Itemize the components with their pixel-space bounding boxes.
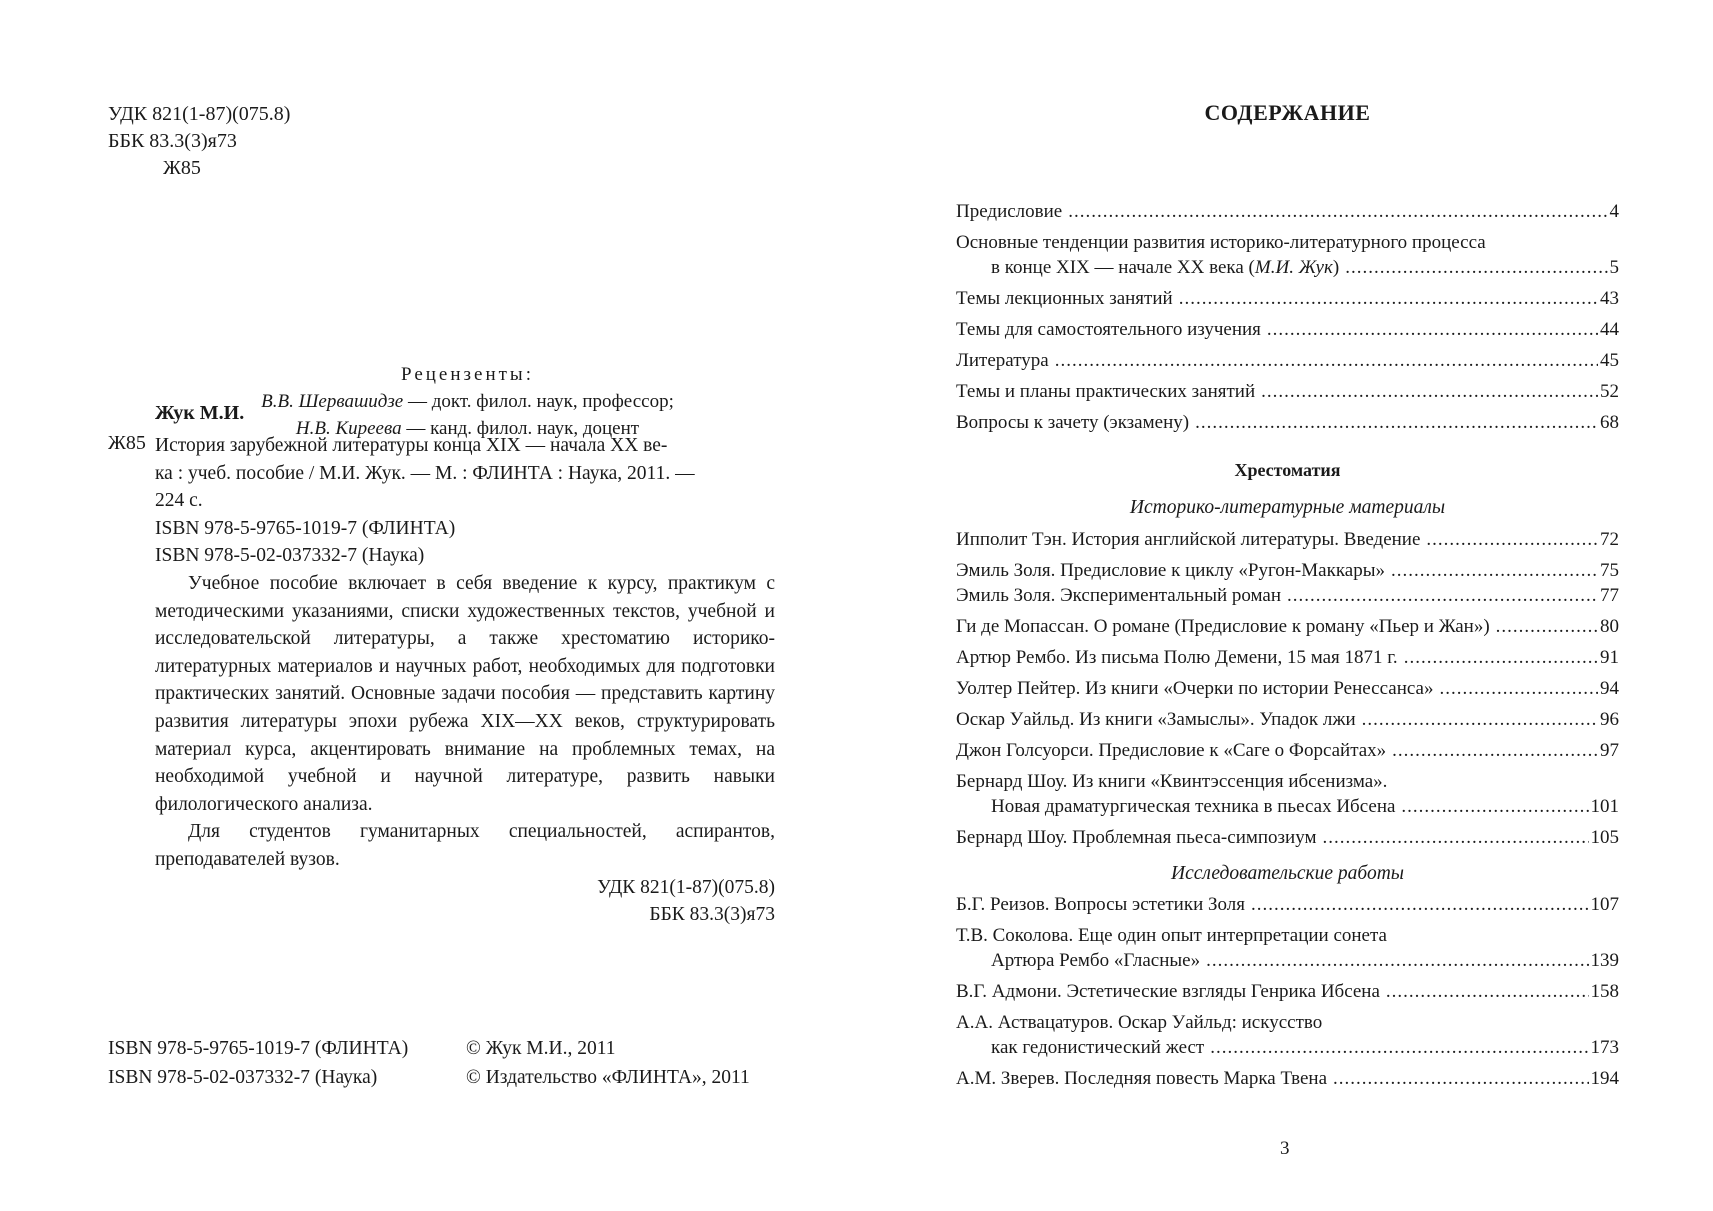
toc-row <box>956 411 1619 435</box>
toc-page: 68 <box>1600 412 1619 433</box>
toc-leader <box>1496 615 1598 639</box>
toc-leader <box>1392 739 1598 763</box>
toc-row <box>956 1067 1619 1091</box>
toc-page: 107 <box>1590 894 1619 915</box>
toc-row <box>956 584 1619 608</box>
isbn-nauka: ISBN 978-5-02-037332-7 (Наука) <box>155 545 425 567</box>
toc-page: 158 <box>1590 981 1619 1002</box>
toc-entry-title: А.М. Зверев. Последняя повесть Марка Твена <box>956 1068 1328 1089</box>
toc-entry-title: Б.Г. Реизов. Вопросы эстетики Золя <box>956 894 1245 915</box>
toc-entry-title: Литература <box>956 350 1049 371</box>
toc-leader <box>1267 318 1598 342</box>
toc-row <box>956 559 1619 583</box>
toc-leader <box>1179 287 1598 311</box>
toc-page: 105 <box>1590 827 1619 848</box>
biblio-line: ка : учеб. пособие / М.И. Жук. — М. : ФЛИНТА : Наука, 2011. — <box>155 462 695 484</box>
reviewer-role: — канд. филол. наук, доцент <box>401 418 640 439</box>
toc-row <box>956 949 1619 973</box>
reviewers-heading: Рецензенты: <box>401 364 534 385</box>
toc-page: 194 <box>1590 1068 1619 1089</box>
toc-page: 96 <box>1600 709 1619 730</box>
toc-row-line1: Бернард Шоу. Из книги «Квинтэссенция ибсенизма». <box>956 771 1388 792</box>
toc-entry-title: В.Г. Адмони. Эстетические взгляды Генрика Ибсена <box>956 981 1380 1002</box>
toc-row <box>956 528 1619 552</box>
toc-row <box>956 200 1619 224</box>
section1-heading: Историко-литературные материалы <box>1129 497 1446 518</box>
toc-leader <box>1251 893 1589 917</box>
toc-page: 173 <box>1590 1037 1619 1058</box>
toc-leader <box>1362 708 1598 732</box>
reviewer-1 <box>160 388 775 415</box>
toc-entry-text: в конце XIX — начале XX века ( <box>991 257 1255 278</box>
classification-codes <box>108 101 290 182</box>
audience-paragraph: Для студентов гуманитарных специальностей, аспирантов, преподавателей вузов. <box>155 821 775 870</box>
toc-title: СОДЕРЖАНИЕ <box>1204 100 1371 125</box>
toc-page: 75 <box>1600 560 1619 581</box>
toc-page: 77 <box>1600 585 1619 606</box>
toc-leader <box>1333 1067 1588 1091</box>
toc-row-line1: А.А. Аствацатуров. Оскар Уайльд: искусство <box>956 1012 1323 1033</box>
toc-entry-title: Ги де Мопассан. О романе (Предисловие к роману «Пьер и Жан») <box>956 616 1490 637</box>
toc-page: 80 <box>1600 616 1619 637</box>
reviewers-block <box>160 361 775 442</box>
udk-code-right: УДК 821(1-87)(075.8) <box>597 876 775 898</box>
annotation-paragraph: Учебное пособие включает в себя введение к курсу, практикум с методическими указаниями, списки художественных текстов, учебной и исследовательской литературы, а также хрестоматию историко-литературных материалов и научных работ, необходимых для подготовки практических занятий. Основные задачи пособия — представить картину развития литературы эпохи рубежа XIX—XX веков, структурировать материал курса, акцентировать внимание на проблемных темах, на необходимой учебной и научной литературе, развить навыки филологического анализа. <box>155 572 775 815</box>
toc-entry-title: Эмиль Золя. Экспериментальный роман <box>956 585 1282 606</box>
toc-row <box>956 615 1619 639</box>
toc-leader <box>1391 559 1598 583</box>
copyright-author: © Жук М.И., 2011 <box>466 1038 616 1059</box>
toc-entry-title: Темы и планы практических занятий <box>956 381 1256 402</box>
toc-entry-title: как гедонистический жест <box>991 1037 1205 1058</box>
toc-row <box>956 708 1619 732</box>
isbn-flinta: ISBN 978-5-9765-1019-7 (ФЛИНТА) <box>155 517 456 539</box>
author-mark: Ж85 <box>163 157 201 179</box>
toc-entry-title: Новая драматургическая техника в пьесах Ибсена <box>991 796 1396 817</box>
toc-entry-title: Уолтер Пейтер. Из книги «Очерки по истории Ренессанса» <box>956 678 1434 699</box>
toc-leader <box>1439 677 1598 701</box>
toc-leader <box>1210 1036 1588 1060</box>
toc-page: 5 <box>1609 257 1619 278</box>
toc-leader <box>1287 584 1598 608</box>
udk-code: УДК 821(1-87)(075.8) <box>108 103 291 125</box>
toc-row <box>956 318 1619 342</box>
toc-entry-title: Темы для самостоятельного изучения <box>956 319 1261 340</box>
bottom-isbn-block <box>108 1034 408 1092</box>
toc-row <box>956 287 1619 311</box>
copyright-publisher: © Издательство «ФЛИНТА», 2011 <box>466 1067 750 1088</box>
toc-row <box>956 646 1619 670</box>
section2-heading: Исследовательские работы <box>1170 863 1405 884</box>
toc-entry-text-end: ) <box>1332 257 1340 278</box>
bbk-code: ББК 83.3(3)я73 <box>108 130 237 152</box>
biblio-author-mark: Ж85 <box>108 432 146 454</box>
toc-entry-title: Артюра Рембо «Гласные» <box>991 950 1201 971</box>
toc-page: 44 <box>1600 319 1619 340</box>
copyright-block <box>466 1034 750 1092</box>
toc-entry-title: Ипполит Тэн. История английской литературы. Введение <box>956 529 1421 550</box>
toc-leader <box>1345 256 1607 280</box>
book-author: Жук М.И. <box>155 402 245 424</box>
toc-entry-title: Эмиль Золя. Предисловие к циклу «Ругон-Маккары» <box>956 560 1385 581</box>
toc-leader <box>1401 795 1588 819</box>
toc-leader <box>1206 949 1588 973</box>
toc-leader <box>1261 380 1598 404</box>
toc-leader <box>1426 528 1598 552</box>
toc-page: 101 <box>1590 796 1619 817</box>
toc-leader <box>1404 646 1598 670</box>
toc-entry-title: Оскар Уайльд. Из книги «Замыслы». Упадок лжи <box>956 709 1356 730</box>
toc-page: 94 <box>1600 678 1619 699</box>
toc-row <box>956 1036 1619 1060</box>
toc-page: 45 <box>1600 350 1619 371</box>
toc-entry-title: Предисловие <box>956 201 1063 222</box>
toc-leader <box>1055 349 1598 373</box>
toc-leader <box>1068 200 1607 224</box>
toc-page: 43 <box>1600 288 1619 309</box>
toc-row-line1: Т.В. Соколова. Еще один опыт интерпретации сонета <box>956 925 1387 946</box>
toc-row <box>956 349 1619 373</box>
page-number: 3 <box>1280 1138 1290 1159</box>
toc-page: 139 <box>1590 950 1619 971</box>
toc-entry-title <box>956 256 1339 280</box>
toc-page: 52 <box>1600 381 1619 402</box>
biblio-line: История зарубежной литературы конца XIX — начала XX ве- <box>155 435 668 456</box>
toc-row <box>956 677 1619 701</box>
bottom-isbn-nauka: ISBN 978-5-02-037332-7 (Наука) <box>108 1067 378 1088</box>
toc-row-line1: Основные тенденции развития историко-литературного процесса <box>956 232 1486 253</box>
bbk-code-right: ББК 83.3(3)я73 <box>649 904 775 926</box>
biblio-line: 224 с. <box>155 490 203 512</box>
toc-entry-title: Бернард Шоу. Проблемная пьеса-симпозиум <box>956 827 1317 848</box>
bibliographic-description <box>155 432 775 929</box>
anthology-heading: Хрестоматия <box>1234 460 1341 480</box>
toc-row <box>956 980 1619 1004</box>
toc-page: 72 <box>1600 529 1619 550</box>
toc-row <box>956 795 1619 819</box>
toc-entry-title: Темы лекционных занятий <box>956 288 1173 309</box>
toc-page: 4 <box>1609 201 1619 222</box>
toc-page: 91 <box>1600 647 1619 668</box>
toc-leader <box>1386 980 1589 1004</box>
toc-row <box>956 380 1619 404</box>
reviewer-role: — докт. филол. наук, профессор; <box>403 391 674 412</box>
toc-leader <box>1323 826 1589 850</box>
toc-entry-title: Вопросы к зачету (экзамену) <box>956 412 1190 433</box>
toc-row <box>956 826 1619 850</box>
toc-entry-author: М.И. Жук <box>1254 257 1333 278</box>
toc-page: 97 <box>1600 740 1619 761</box>
toc-entry-title: Джон Голсуорси. Предисловие к «Саге о Форсайтах» <box>956 740 1387 761</box>
toc-row <box>956 256 1619 280</box>
bottom-isbn-flinta: ISBN 978-5-9765-1019-7 (ФЛИНТА) <box>108 1038 409 1059</box>
reviewer-name: Н.В. Киреева <box>295 418 402 439</box>
reviewer-name: В.В. Шервашидзе <box>261 391 404 412</box>
toc-entry-title: Артюр Рембо. Из письма Полю Демени, 15 мая 1871 г. <box>956 647 1398 668</box>
toc-leader <box>1195 411 1598 435</box>
toc-row <box>956 739 1619 763</box>
toc-row <box>956 893 1619 917</box>
